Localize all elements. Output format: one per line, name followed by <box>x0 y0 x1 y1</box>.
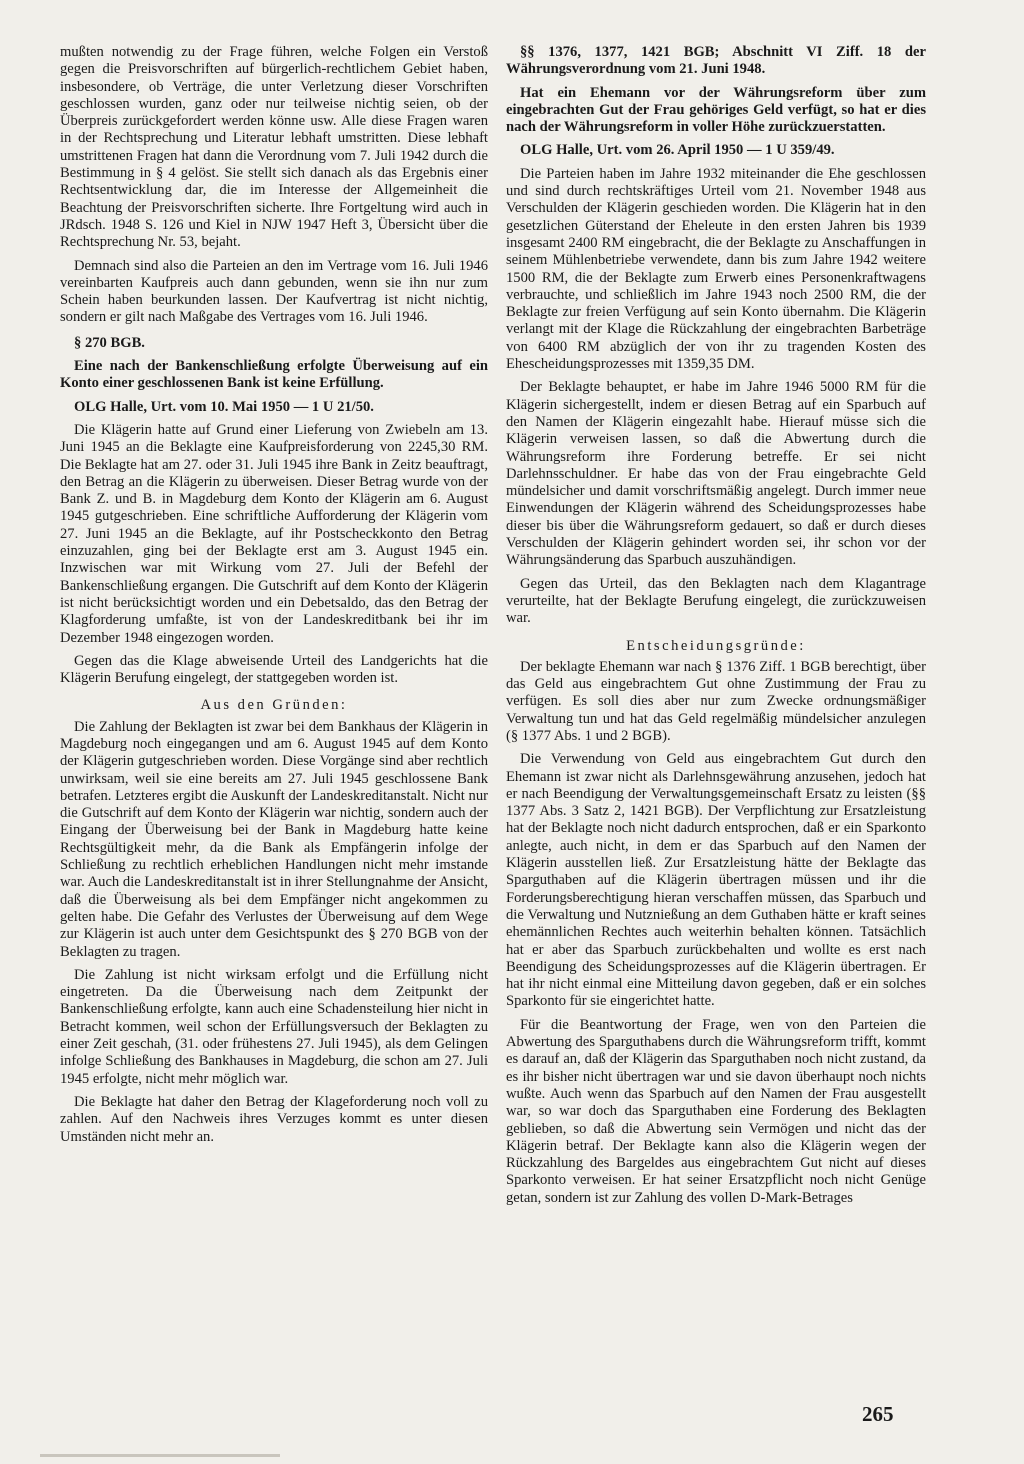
paragraph: mußten notwendig zu der Frage führen, welche Folgen ein Verstoß gegen die Preisvorschriften auf bürgerlich-rechtlichem Gebiet haben, insbesondere, ob Verträge, die unter Verletzung dieser Vorschriften geschlossen wurden, ganz oder nur teilweise nichtig seien, ob der Überpreis zurückgefordert werden könne usw. Alle diese Fragen waren in der Rechtsprechung und Literatur lebhaft umstritten. Diese lebhaft umstrittenen Fragen hat dann die Verordnung vom 7. Juli 1942 durch die Bestimmung in § 4 gelöst. Sie stellt sich danach als das Ergebnis einer Rechtsentwicklung dar, die im Interesse der Allgemeinheit die Beachtung der Preisvorschriften sicherte. Ihre Fortgeltung wird auch in JRdsch. 1948 S. 126 und Kiel in NJW 1947 Heft 3, Übersicht über die Rechtsprechung Nr. 53, bejaht. <box>60 44 488 251</box>
paragraph: Der Beklagte behauptet, er habe im Jahre 1946 5000 RM für die Klägerin sichergestellt, indem er diesen Betrag auf ein Sparbuch auf den Namen der Klägerin eingezahlt habe. Hierauf müsse sich die Klägerin verweisen lassen, so daß die Abwertung durch die Währungsreform ihre Forderung betreffe. Er sei nicht Darlehnsschuldner. Er habe das von der Frau eingebrachte Geld mündelsicher und damit vorschriftsmäßig angelegt. Durch immer neue Einwendungen der Klägerin während des Scheidungsprozesses habe dieser bis über die Währungsreform gedauert, so daß er durch dieses Verschulden der Klägerin gehindert worden sei, ihr schon vor der Währungsänderung das Sparbuch auszuhändigen. <box>506 379 926 569</box>
paragraph: Die Klägerin hatte auf Grund einer Lieferung von Zwiebeln am 13. Juni 1945 an die Beklagte eine Kaufpreisforderung von 2245,30 RM. Die Beklagte hat am 27. oder 31. Juli 1945 ihre Bank in Zeitz beauftragt, den Betrag an die Klägerin zu überweisen. Dieser Betrag wurde von der Bank Z. und B. in Magdeburg dem Konto der Klägerin am 6. August 1945 gutgeschrieben. Eine schriftliche Aufforderung der Klägerin vom 27. Juni 1945 an die Beklagte, auf ihr Postscheckkonto den Betrag einzuzahlen, ging bei der Beklagte erst am 3. August 1945 ein. Inzwischen war mit Wirkung vom 27. Juli der Befehl der Bankenschließung ergangen. Die Gutschrift auf dem Konto der Klägerin ist nicht berücksichtigt worden und ein Debetsaldo, das den Betrag der Klagforderung umfaßte, ist von der Landeskreditbank bei ihr im Dezember 1948 eingezogen worden. <box>60 421 488 646</box>
bottom-edge-mark <box>40 1454 280 1457</box>
section-title: Entscheidungsgründe: <box>626 637 806 654</box>
paragraph: Die Zahlung ist nicht wirksam erfolgt und die Erfüllung nicht eingetreten. Da die Überweisung nach dem Zeitpunkt der Bankenschließung erfolgte, kann auch eine Schadensteilung hier nicht in Betracht kommen, weil schon der Erfüllungsversuch der Beklagten zu einer Zeit geschah, (31. oder frühestens 27. Juli 1945), als dem Gelingen infolge Schließung des Bankhauses in Magdeburg, die schon am 27. Juli 1945 erfolgte, nicht mehr möglich war. <box>60 966 488 1087</box>
headnote: Eine nach der Bankenschließung erfolgte Überweisung auf ein Konto einer geschlossenen Bank ist keine Erfüllung. <box>60 358 488 392</box>
paragraph: Die Parteien haben im Jahre 1932 miteinander die Ehe geschlossen und sind durch rechtskräftiges Urteil vom 21. November 1948 aus Verschulden der Klägerin geschieden worden. Die Klägerin hat in den gesetzlichen Güterstand der Eheleute in den ersten Jahren bis 1939 insgesamt 2400 RM eingebracht, die der Beklagte zu Anschaffungen in seinem Mühlenbetriebe verwendete, dann bis zum Jahre 1942 weitere 1500 RM, die der Beklagte zum Erwerb eines Personenkraftwagens verbrauchte, und schließlich im Jahre 1943 noch 2500 RM, die der Beklagte zur freien Verfügung auf sein Konto übernahm. Die Klägerin verlangt mit der Klage die Rückzahlung der eingebrachten Barbeträge von 6400 RM abzüglich der von ihr zu tragenden Kosten des Ehescheidungsprozesses mit 1359,35 DM. <box>506 165 926 373</box>
section-heading: §§ 1376, 1377, 1421 BGB; Abschnitt VI Ziff. 18 der Währungsverordnung vom 21. Juni 1948. <box>506 44 926 78</box>
page-number: 265 <box>862 1402 894 1426</box>
paragraph: Für die Beantwortung der Frage, wen von den Parteien die Abwertung des Sparguthabens durch die Währungsreform trifft, kommt es darauf an, daß der Klägerin das Sparguthaben noch nicht zustand, da es ihr bisher nicht übertragen war und sie davon überhaupt noch nichts wußte. Auch wenn das Sparbuch auf den Namen der Frau ausgestellt war, so war doch das Sparguthaben eine Forderung des Beklagten geblieben, so daß die Abwertung sein Vermögen und nicht das der Klägerin betraf. Der Beklagte kann also die Klägerin wegen der Rückzahlung des Bargeldes aus eingebrachtem Gut nicht auf dieses Sparkonto verweisen. Er hat seiner Ersatzpflicht noch nicht Genüge getan, sondern ist zur Zahlung des vollen D-Mark-Betrages <box>506 1016 926 1206</box>
paragraph: Gegen das die Klage abweisende Urteil des Landgerichts hat die Klägerin Berufung eingelegt, der stattgegeben worden ist. <box>60 652 488 687</box>
right-column <box>506 44 926 1207</box>
court-citation: OLG Halle, Urt. vom 26. April 1950 — 1 U 359/49. <box>520 142 835 159</box>
section-title: Aus den Gründen: <box>200 697 348 714</box>
left-column <box>60 44 488 1146</box>
paragraph: Die Verwendung von Geld aus eingebrachtem Gut durch den Ehemann ist zwar nicht als Darlehnsgewährung anzusehen, jedoch hat er nach Beendigung der Verwaltungsgemeinschaft Ersatz zu leisten (§§ 1377 Abs. 3 Satz 2, 1421 BGB). Der Verpflichtung zur Ersatzleistung hat der Beklagte noch nicht dadurch entsprochen, daß er ein Sparkonto anlegte, auch nicht, in dem er das Sparbuch auf den Namen der Klägerin ausstellen ließ. Zur Ersatzleistung hätte der Beklagte das Sparguthaben auf die Klägerin übertragen müssen und ihr die Forderungsberechtigung hieran verschaffen müssen, das Sparbuch und die Verwaltung und Nutznießung an dem Guthaben hätte er kraft seines ehemännlichen Rechtes auch weiterhin behalten können. Tatsächlich hat er aber das Sparbuch zurückbehalten und wollte es erst nach Beendigung des Scheidungsprozesses auf die Klägerin übertragen. Er hat ihr nicht einmal eine Mitteilung davon gegeben, daß er ein solches Sparkonto für sie eingerichtet hatte. <box>506 751 926 1010</box>
paragraph: Die Zahlung der Beklagten ist zwar bei dem Bankhaus der Klägerin in Magdeburg noch eingegangen und am 6. August 1945 auf dem Konto der Klägerin gutgeschrieben worden. Diese Vorgänge sind aber rechtlich unwirksam, weil sie eine bereits am 27. Juli 1945 geschlossene Bank betrafen. Letzteres ergibt die Auskunft der Landeskreditanstalt. Nicht nur die Gutschrift auf dem Konto der Klägerin war nichtig, sondern auch der Eingang der Überweisung bei der Bank in Magdeburg hatte keine Rechtsgültigkeit mehr, da die Bank als Empfängerin infolge der Schließung zu rechtlich erheblichen Handlungen nicht mehr imstande war. Auch die Landeskreditanstalt ist in ihrer Stellungnahme der Ansicht, daß die Überweisung als bei dem Empfänger nicht angekommen zu gelten habe. Die Gefahr des Verlustes der Überweisung auf dem Wege zur Klägerin ist auch unter dem Gesichtspunkt des § 270 BGB von der Beklagten zu tragen. <box>60 718 488 960</box>
section-heading: § 270 BGB. <box>74 334 145 351</box>
paragraph: Demnach sind also die Parteien an den im Vertrage vom 16. Juli 1946 vereinbarten Kaufpreis auch dann gebunden, wenn sie ihn nur zum Schein haben beurkunden lassen. Der Kaufvertrag ist nicht nichtig, sondern er gilt nach Maßgabe des Vertrages vom 16. Juli 1946. <box>60 257 488 326</box>
paragraph: Der beklagte Ehemann war nach § 1376 Ziff. 1 BGB berechtigt, über das Geld aus eingebrachtem Gut ohne Zustimmung der Frau zu verfügen. Es soll dies aber nur zum Zwecke ordnungsmäßiger Verwaltung tun und hat das Geld regelmäßig mündelsicher anzulegen (§ 1377 Abs. 1 und 2 BGB). <box>506 658 926 744</box>
headnote: Hat ein Ehemann vor der Währungsreform über zum eingebrachten Gut der Frau gehöriges Geld verfügt, so hat er dies nach der Währungsreform in voller Höhe zurückzuerstatten. <box>506 84 926 136</box>
paragraph: Die Beklagte hat daher den Betrag der Klageforderung noch voll zu zahlen. Auf den Nachweis ihres Verzuges kommt es unter diesen Umständen nicht mehr an. <box>60 1093 488 1145</box>
paragraph: Gegen das Urteil, das den Beklagten nach dem Klagantrage verurteilte, hat der Beklagte Berufung eingelegt, die zurückzuweisen war. <box>506 575 926 627</box>
court-citation: OLG Halle, Urt. vom 10. Mai 1950 — 1 U 21/50. <box>74 398 374 415</box>
